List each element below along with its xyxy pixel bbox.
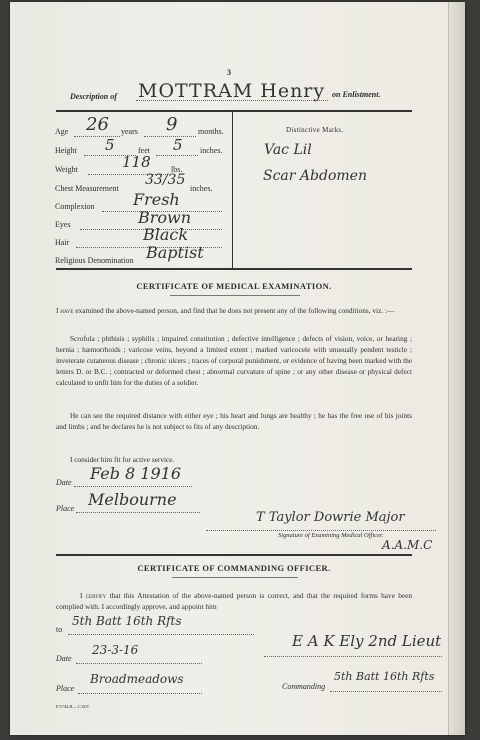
page-edge — [448, 2, 465, 735]
medical-signature-caption: Signature of Examining Medical Officer. — [278, 532, 384, 539]
complexion-value: Fresh — [133, 190, 180, 209]
medical-para1-text: examined the above-named person, and find that he does not present any of the following conditions, viz. :— — [75, 306, 395, 315]
inches-label: inches. — [200, 146, 223, 155]
feet-label: feet — [138, 146, 150, 155]
medical-paragraph-3: He can see the required distance with either eye ; his heart and lungs are healthy ; he has the free use of his joints and limbs ; and he declares he is not subject to fits of any description. — [56, 411, 412, 431]
description-label: Description of — [70, 92, 117, 101]
medical-date-value: Feb 8 1916 — [90, 464, 182, 483]
lbs-label: lbs. — [171, 165, 183, 174]
commanding-place-line — [78, 693, 202, 694]
medical-place-value: Melbourne — [88, 490, 177, 509]
section-divider — [56, 554, 412, 556]
medical-date-line — [74, 486, 192, 487]
name-underline — [136, 100, 328, 101]
commanding-officer-signature: E A K Ely 2nd Lieut — [292, 632, 442, 650]
on-enlistment-label: on Enlistment. — [332, 90, 381, 99]
height-inches-line — [156, 155, 198, 156]
eyes-label: Eyes — [55, 220, 71, 229]
medical-title-rule — [170, 295, 300, 296]
medical-paragraph-2: Scrofula ; phthisis ; syphilis ; impaired constitution ; defective intelligence ; defects of vision, voice, or hearing ; hernia ; hæmorrhoids ; varicose veins, beyond a limited extent ; marked varicocele with unusually pendent testicle ; inveterate cutaneous disease ; chronic ulcers ; traces of corporal punishment, or evidence of having been marked with the letters D. or B.C. ; contracted or deformed chest ; abnormal curvature of spine ; or any other disease or physical defect calculated to unfit him for the duties of a soldier. — [56, 334, 412, 387]
age-months: 9 — [166, 114, 178, 135]
religion-label: Religious Denomination — [55, 256, 134, 265]
enlistee-name: MOTTRAM Henry — [138, 80, 326, 102]
distinctive-mark-2: Scar Abdomen — [263, 168, 367, 184]
table-divider — [232, 112, 233, 268]
commanding-title-rule — [172, 577, 298, 578]
height-label: Height — [55, 146, 77, 155]
weight-value: 118 — [122, 153, 151, 171]
table-bottom-rule — [56, 268, 412, 270]
distinctive-marks-label: Distinctive Marks. — [286, 126, 344, 134]
hair-value: Black — [143, 225, 189, 244]
height-feet: 5 — [105, 136, 115, 154]
table-top-rule — [56, 110, 412, 112]
printer-code: F.3744.B.—C.607. — [56, 704, 91, 709]
age-label: Age — [55, 127, 69, 136]
medical-signature-line — [206, 530, 436, 531]
eyes-value: Brown — [138, 208, 192, 227]
complexion-label: Complexion — [55, 202, 95, 211]
medical-paragraph-1 — [56, 305, 412, 316]
medical-lead: I have — [56, 306, 74, 315]
years-label: years — [121, 127, 138, 136]
commanding-date-label: Date — [56, 654, 72, 663]
medical-officer-signature: T Taylor Dowrie Major — [256, 510, 405, 525]
commanding-paragraph — [56, 590, 412, 612]
appoint-to-label: to — [56, 625, 63, 634]
commanding-date-value: 23-3-16 — [92, 643, 139, 657]
weight-label: Weight — [55, 165, 78, 174]
appoint-to-line — [68, 634, 254, 635]
commanding-place-label: Place — [56, 684, 75, 693]
chest-unit: inches. — [190, 184, 213, 193]
commanding-unit-value: 5th Batt 16th Rfts — [334, 670, 435, 683]
medical-signature-sub: A.A.M.C — [382, 538, 433, 552]
religion-value: Baptist — [146, 243, 204, 262]
commanding-lead: I certify — [80, 591, 107, 600]
medical-place-label: Place — [56, 504, 75, 513]
chest-label: Chest Measurement — [55, 184, 119, 193]
age-years: 26 — [86, 114, 109, 135]
commanding-certificate-title: CERTIFICATE OF COMMANDING OFFICER. — [137, 563, 331, 573]
medical-place-line — [76, 512, 200, 513]
distinctive-mark-1: Vac Lil — [264, 142, 312, 158]
commanding-cert-text: that this Attestation of the above-named person is correct, and that the required forms have been complied with. I accordingly approve, and appoint him — [56, 591, 412, 611]
fit-statement: I consider him fit for active service. — [70, 455, 175, 464]
commanding-unit-line — [330, 691, 442, 692]
hair-label: Hair — [55, 238, 70, 247]
appoint-to-value: 5th Batt 16th Rfts — [72, 614, 182, 628]
chest-value: 33/35 — [145, 172, 186, 188]
age-months-line — [144, 136, 196, 137]
months-label: months. — [198, 127, 224, 136]
commanding-signature-line — [264, 656, 442, 657]
commanding-date-line — [76, 663, 202, 664]
page-number: 3 — [227, 68, 231, 77]
commanding-label: Commanding — [282, 682, 326, 691]
commanding-place-value: Broadmeadows — [90, 672, 184, 686]
height-inches: 5 — [173, 136, 183, 154]
medical-certificate-title: CERTIFICATE OF MEDICAL EXAMINATION. — [136, 281, 332, 291]
attestation-page — [10, 2, 465, 735]
medical-date-label: Date — [56, 478, 72, 487]
